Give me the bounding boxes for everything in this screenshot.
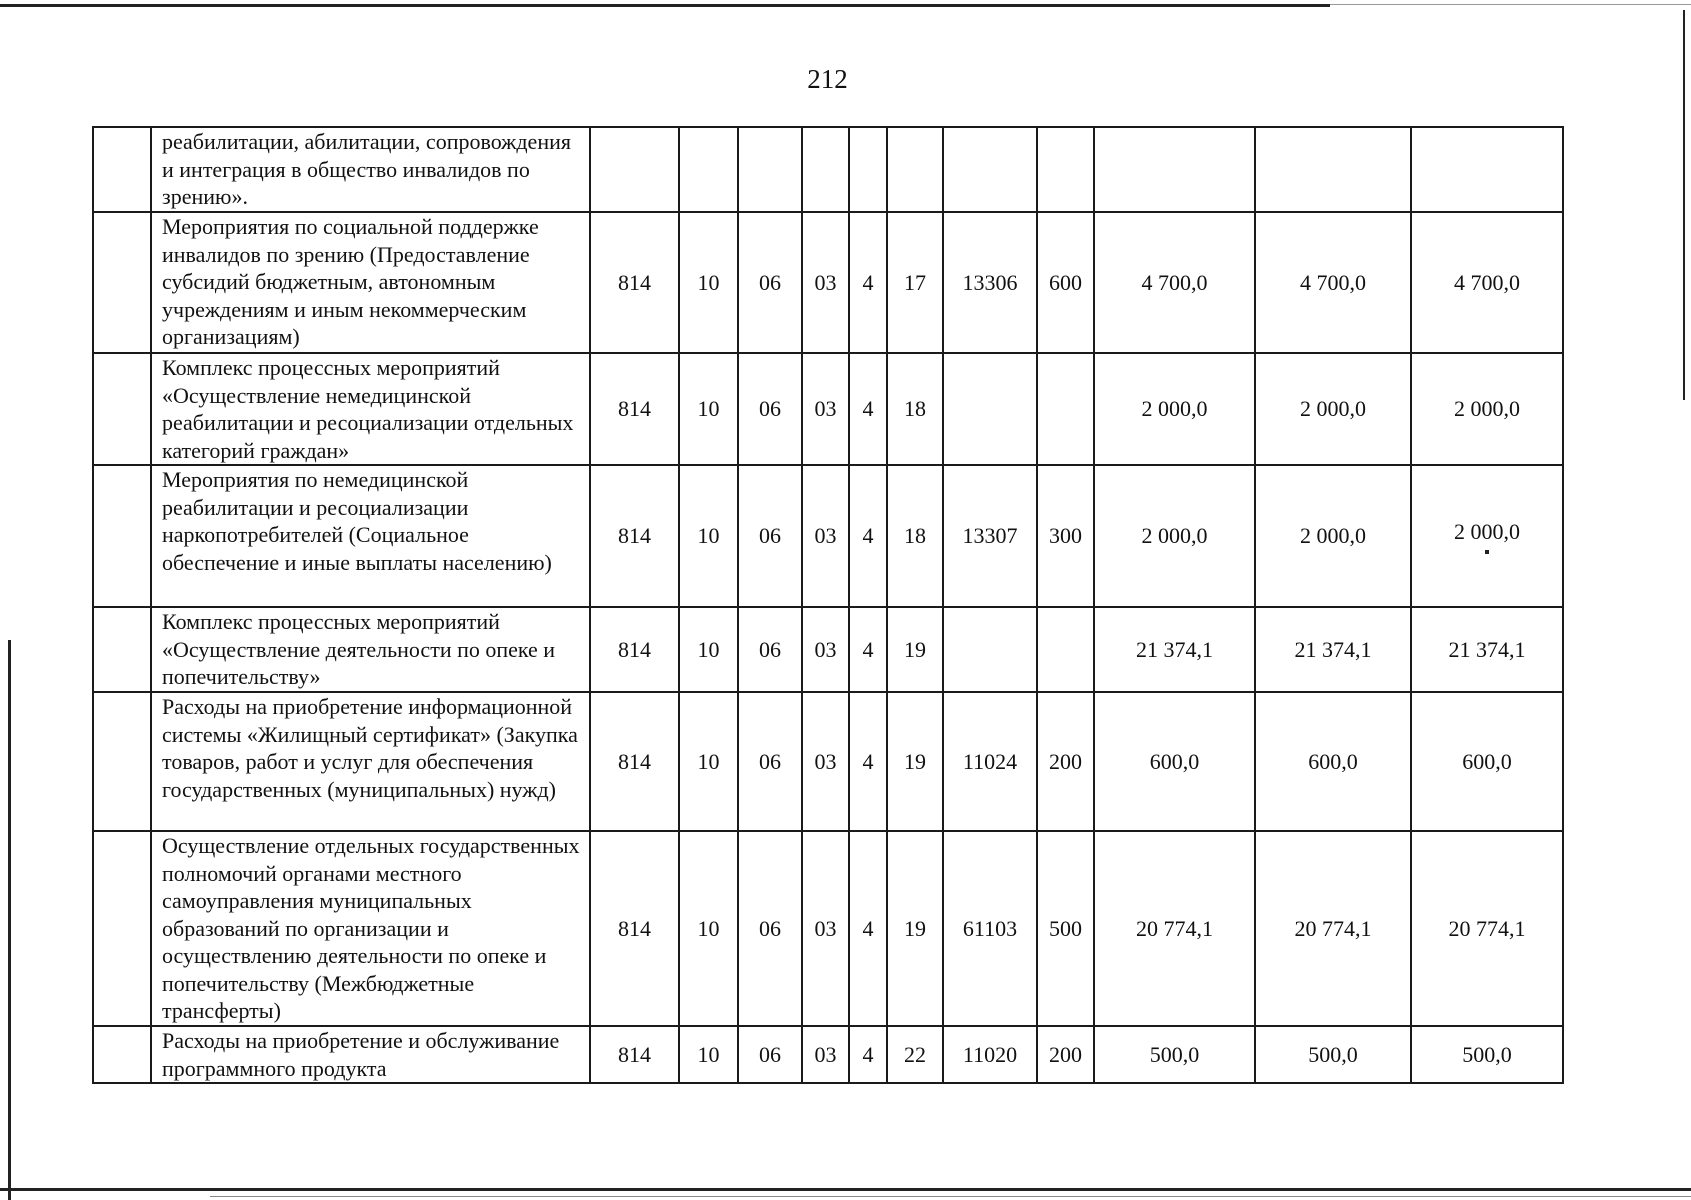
amount-year-1: 2 000,0: [1094, 353, 1255, 465]
expense-type-code: 500: [1037, 831, 1094, 1026]
direction-code: [943, 607, 1037, 692]
type-code: 4: [849, 212, 887, 353]
subsection-code: 06: [738, 831, 802, 1026]
amount-year-2: [1255, 127, 1411, 212]
ministry-code: 814: [590, 1026, 679, 1083]
ministry-code: 814: [590, 465, 679, 607]
item-name: Мероприятия по немедицинской реабилитации и ресоциализации наркопотребителей (Социальное обеспечение и иные выплаты населению): [151, 465, 590, 607]
measure-code: 22: [887, 1026, 943, 1083]
amount-year-2: 4 700,0: [1255, 212, 1411, 353]
measure-code: 19: [887, 831, 943, 1026]
amount-year-1: 600,0: [1094, 692, 1255, 831]
scan-edge-bottom: [0, 1188, 1691, 1191]
amount-year-1: 21 374,1: [1094, 607, 1255, 692]
subsection-code: 06: [738, 465, 802, 607]
type-code: 4: [849, 353, 887, 465]
table-row: [93, 353, 1563, 465]
subsection-code: 06: [738, 1026, 802, 1083]
expense-type-code: 300: [1037, 465, 1094, 607]
item-name: Комплекс процессных мероприятий «Осуществление немедицинской реабилитации и ресоциализации отдельных категорий граждан»: [151, 353, 590, 465]
direction-code: 13307: [943, 465, 1037, 607]
scan-speck: [1485, 550, 1489, 554]
amount-year-3: [1411, 465, 1563, 607]
program-code: 03: [802, 1026, 849, 1083]
measure-code: 17: [887, 212, 943, 353]
ministry-code: 814: [590, 353, 679, 465]
expense-type-code: 600: [1037, 212, 1094, 353]
subsection-code: 06: [738, 692, 802, 831]
expense-type-code: [1037, 353, 1094, 465]
type-code: 4: [849, 465, 887, 607]
subsection-code: 06: [738, 212, 802, 353]
table-row: [93, 465, 1563, 607]
program-code: 03: [802, 831, 849, 1026]
section-code: 10: [679, 607, 738, 692]
page-number: 212: [807, 64, 848, 94]
measure-code: [887, 127, 943, 212]
direction-code: 11020: [943, 1026, 1037, 1083]
expense-type-code: [1037, 607, 1094, 692]
scan-edge-left: [8, 640, 11, 1200]
amount-year-2: 2 000,0: [1255, 465, 1411, 607]
ministry-code: [590, 127, 679, 212]
amount-year-3: 2 000,0: [1411, 353, 1563, 465]
amount-year-3: 20 774,1: [1411, 831, 1563, 1026]
row-index-cell: [93, 831, 151, 1026]
amount-year-1: [1094, 127, 1255, 212]
measure-code: 19: [887, 607, 943, 692]
type-code: 4: [849, 692, 887, 831]
row-index-cell: [93, 1026, 151, 1083]
amount-year-2: 21 374,1: [1255, 607, 1411, 692]
scan-edge-top-thin: [1330, 4, 1691, 5]
type-code: 4: [849, 607, 887, 692]
amount-year-3-value: 2 000,0: [1454, 519, 1520, 545]
subsection-code: 06: [738, 607, 802, 692]
item-name: Мероприятия по социальной поддержке инвалидов по зрению (Предоставление субсидий бюджетным, автономным учреждениям и иным некоммерческим организациям): [151, 212, 590, 353]
amount-year-1: 20 774,1: [1094, 831, 1255, 1026]
table-row: [93, 607, 1563, 692]
amount-year-2: 500,0: [1255, 1026, 1411, 1083]
ministry-code: 814: [590, 212, 679, 353]
item-name: реабилитации, абилитации, сопровождения и интеграция в общество инвалидов по зрению».: [151, 127, 590, 212]
scan-edge-top: [0, 4, 1330, 7]
table-row: [93, 212, 1563, 353]
direction-code: [943, 353, 1037, 465]
row-index-cell: [93, 353, 151, 465]
amount-year-1: 2 000,0: [1094, 465, 1255, 607]
section-code: 10: [679, 831, 738, 1026]
subsection-code: 06: [738, 353, 802, 465]
table-row: [93, 831, 1563, 1026]
section-code: 10: [679, 1026, 738, 1083]
subsection-code: [738, 127, 802, 212]
row-index-cell: [93, 127, 151, 212]
program-code: 03: [802, 353, 849, 465]
table-row: [93, 692, 1563, 831]
item-name: Расходы на приобретение и обслуживание программного продукта: [151, 1026, 590, 1083]
measure-code: 18: [887, 465, 943, 607]
amount-year-2: 2 000,0: [1255, 353, 1411, 465]
direction-code: 13306: [943, 212, 1037, 353]
item-name: Комплекс процессных мероприятий «Осуществление деятельности по опеке и попечительству»: [151, 607, 590, 692]
amount-year-1: 4 700,0: [1094, 212, 1255, 353]
table-row: [93, 1026, 1563, 1083]
measure-code: 18: [887, 353, 943, 465]
table-row: [93, 127, 1563, 212]
amount-year-3: 600,0: [1411, 692, 1563, 831]
program-code: 03: [802, 692, 849, 831]
section-code: 10: [679, 692, 738, 831]
program-code: 03: [802, 465, 849, 607]
amount-year-3: [1411, 127, 1563, 212]
direction-code: 61103: [943, 831, 1037, 1026]
row-index-cell: [93, 212, 151, 353]
section-code: 10: [679, 465, 738, 607]
amount-year-2: 600,0: [1255, 692, 1411, 831]
ministry-code: 814: [590, 607, 679, 692]
item-name: Осуществление отдельных государственных полномочий органами местного самоуправления муниципальных образований по организации и осуществлению деятельности по опеке и попечительству (Межбюджетные трансферты): [151, 831, 590, 1026]
row-index-cell: [93, 465, 151, 607]
amount-year-3: 500,0: [1411, 1026, 1563, 1083]
section-code: 10: [679, 212, 738, 353]
expense-type-code: [1037, 127, 1094, 212]
scan-edge-bottom-thin: [210, 1196, 1691, 1197]
program-code: 03: [802, 607, 849, 692]
type-code: 4: [849, 1026, 887, 1083]
program-code: 03: [802, 212, 849, 353]
amount-year-1: 500,0: [1094, 1026, 1255, 1083]
ministry-code: 814: [590, 692, 679, 831]
section-code: 10: [679, 353, 738, 465]
direction-code: 11024: [943, 692, 1037, 831]
item-name: Расходы на приобретение информационной системы «Жилищный сертификат» (Закупка товаров, работ и услуг для обеспечения государственных (муниципальных) нужд): [151, 692, 590, 831]
type-code: 4: [849, 831, 887, 1026]
section-code: [679, 127, 738, 212]
ministry-code: 814: [590, 831, 679, 1026]
expense-type-code: 200: [1037, 692, 1094, 831]
direction-code: [943, 127, 1037, 212]
budget-table: [92, 126, 1564, 1084]
row-index-cell: [93, 692, 151, 831]
amount-year-2: 20 774,1: [1255, 831, 1411, 1026]
type-code: [849, 127, 887, 212]
scan-edge-right: [1683, 10, 1685, 400]
amount-year-3: 4 700,0: [1411, 212, 1563, 353]
program-code: [802, 127, 849, 212]
amount-year-3: 21 374,1: [1411, 607, 1563, 692]
measure-code: 19: [887, 692, 943, 831]
row-index-cell: [93, 607, 151, 692]
expense-type-code: 200: [1037, 1026, 1094, 1083]
